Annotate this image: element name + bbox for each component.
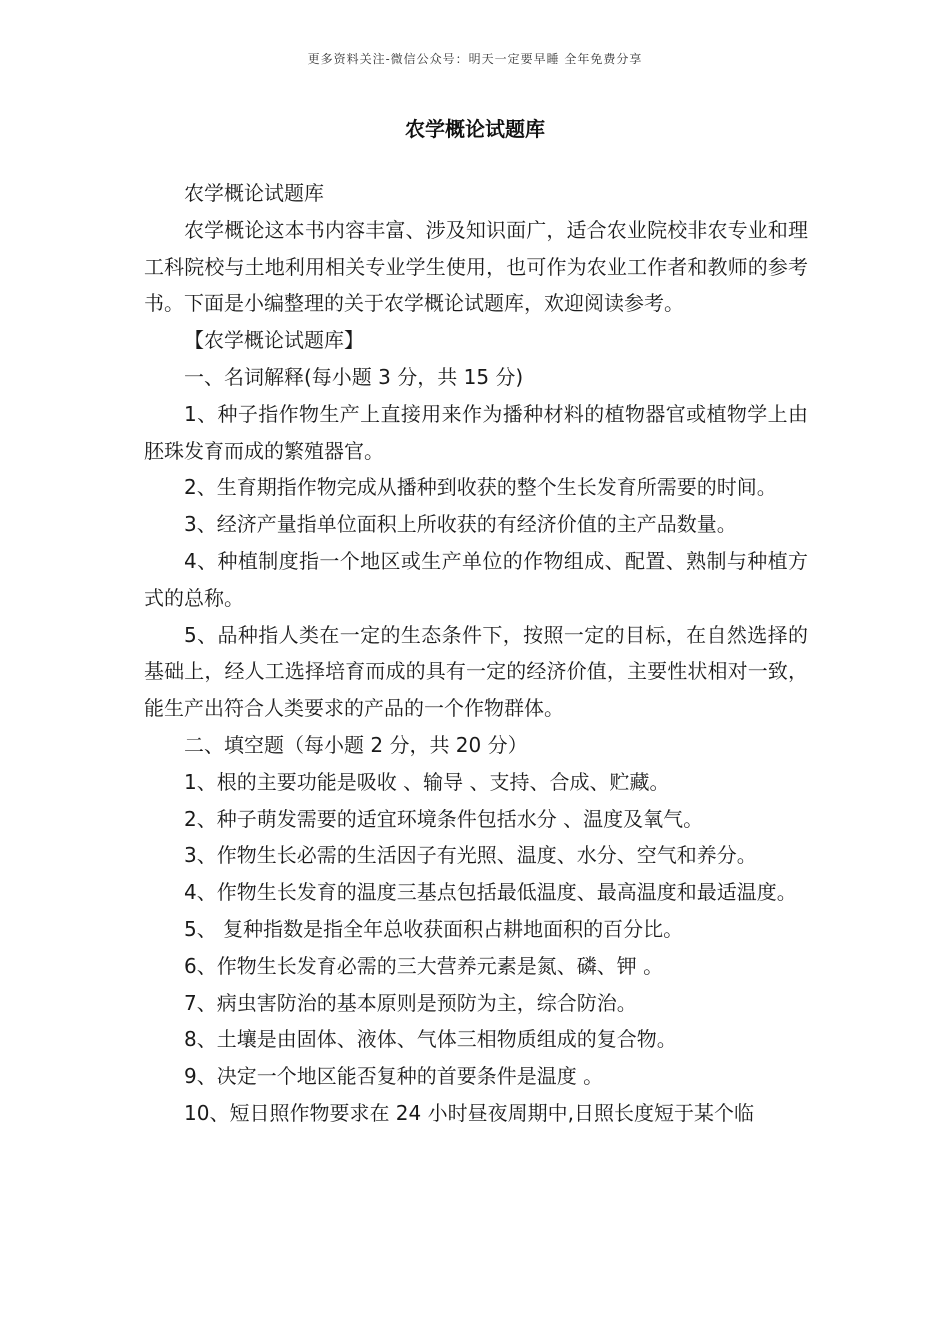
list-item: 10、短日照作物要求在 24 小时昼夜周期中,日照长度短于某个临 bbox=[184, 1100, 754, 1125]
paragraph-intro: 农学概论这本书内容丰富、涉及知识面广，适合农业院校非农专业和理工科院校与土地利用相关专业学生使用，也可作为农业工作者和教师的参考书。下面是小编整理的关于农学概论试题库，欢迎阅读参考。 bbox=[144, 217, 808, 316]
list-item: 5、 复种指数是指全年总收获面积占耕地面积的百分比。 bbox=[184, 916, 684, 941]
list-item: 2、种子萌发需要的适宜环境条件包括水分 、温度及氧气。 bbox=[184, 806, 704, 831]
list-item: 6、作物生长发育必需的三大营养元素是氮、磷、钾 。 bbox=[184, 953, 664, 978]
list-item: 8、土壤是由固体、液体、气体三相物质组成的复合物。 bbox=[184, 1027, 677, 1052]
section-heading-definitions: 一、名词解释(每小题 3 分，共 15 分) bbox=[184, 364, 524, 389]
list-item: 7、病虫害防治的基本原则是预防为主，综合防治。 bbox=[184, 990, 637, 1015]
list-item: 3、作物生长必需的生活因子有光照、温度、水分、空气和养分。 bbox=[184, 843, 757, 868]
list-item: 1、根的主要功能是吸收 、输导 、支持、合成、贮藏。 bbox=[184, 769, 670, 794]
header-note: 更多资料关注-微信公众号：明天一定要早睡 全年免费分享 bbox=[307, 52, 643, 66]
list-item: 9、决定一个地区能否复种的首要条件是温度 。 bbox=[184, 1064, 604, 1089]
list-item: 4、种植制度指一个地区或生产单位的作物组成、配置、熟制与种植方式的总称。 bbox=[144, 548, 808, 610]
list-item: 5、品种指人类在一定的生态条件下，按照一定的目标，在自然选择的基础上，经人工选择培育而成的具有一定的经济价值，主要性状相对一致，能生产出符合人类要求的产品的一个作物群体。 bbox=[144, 622, 808, 721]
list-item: 1、种子指作物生产上直接用来作为播种材料的植物器官或植物学上由胚珠发育而成的繁殖器官。 bbox=[144, 401, 808, 463]
list-item: 4、作物生长发育的温度三基点包括最低温度、最高温度和最适温度。 bbox=[184, 880, 797, 905]
section-heading-fill-in: 二、填空题（每小题 2 分，共 20 分） bbox=[184, 732, 528, 757]
document-title: 农学概论试题库 bbox=[405, 117, 545, 141]
list-item: 3、经济产量指单位面积上所收获的有经济价值的主产品数量。 bbox=[184, 512, 737, 537]
list-item: 2、生育期指作物完成从播种到收获的整个生长发育所需要的时间。 bbox=[184, 475, 777, 500]
paragraph-section-label: 【农学概论试题库】 bbox=[184, 328, 364, 353]
document-body bbox=[144, 175, 808, 1132]
paragraph-subtitle: 农学概论试题库 bbox=[184, 181, 324, 205]
